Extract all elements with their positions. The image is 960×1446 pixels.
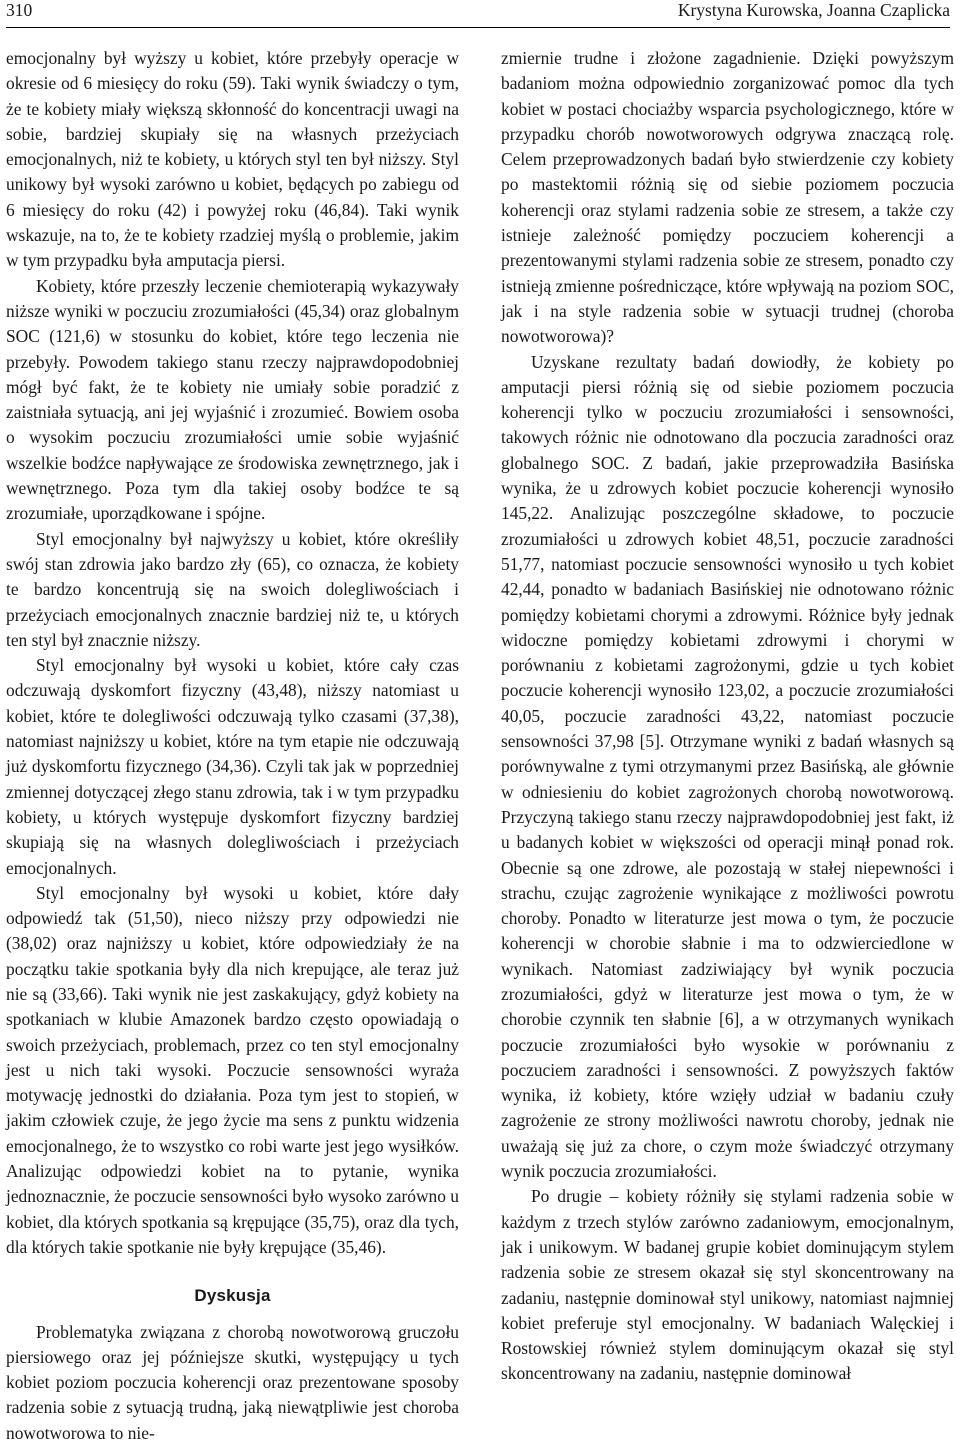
paragraph: Uzyskane rezultaty badań dowiodły, że kobiety po amputacji piersi różnią się od siebie poziomem poczucia koherencji tylko w poczuciu zrozumiałości i sensowności, takowych różnic nie odnotowano dla poczucia zaradności oraz globalnego SOC. Z badań, jakie przeprowadziła Basińska wynika, że u zdrowych kobiet poczucie koherencji wynosiło 145,22. Analizując poszczególne składowe, to poczucie zrozumiałości u zdrowych kobiet 48,51, poczucie zaradności 51,77, natomiast poczucie sensowności wynosiło u tych kobiet 42,44, ponadto w badaniach Basińskiej nie odnotowano różnic pomiędzy kobietami chorymi a zdrowymi. Różnice były jednak widoczne pomiędzy kobietami zdrowymi i chorymi w porównaniu z kobietami zagrożonymi, gdzie u tych kobiet poczucie koherencji wynosiło 123,02, a poczucie zrozumiałości 40,05, poczucie zaradności 43,22, natomiast poczucie sensowności 37,98 [5]. Otrzymane wyniki z badań własnych są porównywalne z tymi otrzymanymi przez Basińską, ale głównie w odniesieniu do kobiet zagrożonych chorobą nowotworową. Przyczyną takiego stanu rzeczy najprawdopodobniej jest fakt, iż u badanych kobiet w większości od operacji minął ponad rok. Obecnie są one zdrowe, ale pozostają w stałej niepewności i strachu, czując zagrożenie wynikające z możliwości powrotu choroby. Ponadto w literaturze jest mowa o tym, że poczucie koherencji w chorobie słabnie i ma to odzwierciedlone w wynikach. Natomiast zadziwiający był wynik poczucia zrozumiałości, gdyż w literaturze jest mowa o tym, że w chorobie czynnik ten słabnie [6], a w otrzymanych wynikach poczucie zrozumiałości było wysokie w porównaniu z poczuciem zaradności i sensowności. Z powyższych faktów wynika, iż kobiety, które wzięły udział w badaniu czuły zagrożenie ze strony możliwości nawrotu choroby, jednak nie uważają się już za chore, o czym może świadczyć otrzymany wynik poczucia zrozumiałości. — [501, 351, 954, 1182]
paragraph: Kobiety, które przeszły leczenie chemioterapią wykazywały niższe wyniki w poczuciu zrozumiałości (45,34) oraz globalnym SOC (121,6) w stosunku do kobiet, które tego leczenia nie przebyły. Powodem takiego stanu rzeczy najprawdopodobniej mógł być fakt, że te kobiety nie umiały sobie poradzić z zaistniała sytuacją, ani jej wyjaśnić i zrozumieć. Bowiem osoba o wysokim poczuciu zrozumiałości umie sobie wyjaśnić wszelkie bodźce napływające ze środowiska zewnętrznego, jak i wewnętrznego. Poza tym dla takiej osoby bodźce te są zrozumiałe, uporządkowane i spójne. — [6, 275, 459, 524]
left-column — [6, 46, 459, 1446]
running-head-authors: Krystyna Kurowska, Joanna Czaplicka — [677, 0, 950, 20]
paragraph: Styl emocjonalny był wysoki u kobiet, które dały odpowiedź tak (51,50), nieco niższy przy odpowiedzi nie (38,02) oraz najniższy u kobiet, które odpowiedziały że na początku takie spotkania były dla nich krepujące, ale teraz już nie są (33,66). Taki wynik nie jest zaskakujący, gdyż kobiety na spotkaniach w klubie Amazonek bardzo często opowiadają o swoich przeżyciach, problemach, przez co ten styl emocjonalny jest u nich taki wysoki. Poczucie sensowności wyraża motywację jednostki do działania. Poza tym jest to stopień, w jakim człowiek czuje, że jego życie ma sens z punktu widzenia emocjonalnego, że to wszystko co robi warte jest jego wysiłków. Analizując odpowiedzi kobiet na to pytanie, wynika jednoznacznie, że poczucie sensowności było wysoko zarówno u kobiet, dla których spotkania są krępujące (35,75), oraz dla tych, dla których takie spotkanie nie były krępujące (35,46). — [6, 882, 459, 1257]
paragraph: Po drugie – kobiety różniły się stylami radzenia sobie w każdym z trzech stylów zarówno zadaniowym, emocjonalnym, jak i unikowym. W badanej grupie kobiet dominującym stylem radzenia sobie ze stresem okazał się styl skoncentrowany na zadaniu, następnie dominował styl unikowy, natomiast najmniej kobiet preferuje styl emocjonalny. W badaniach Walęckiej i Rostowskiej również stylem dominującym okazał się styl skoncentrowany na zadaniu, następnie dominował — [501, 1186, 954, 1384]
paragraph: Styl emocjonalny był wysoki u kobiet, które cały czas odczuwają dyskomfort fizyczny (43,48), niższy natomiast u kobiet, które te dolegliwości odczuwają tylko czasami (37,38), natomiast najniższy u kobiet, które na tym etapie nie odczuwają już dyskomfortu fizycznego (34,36). Czyli tak jak w poprzedniej zmiennej dotyczącej złego stanu zdrowia, tak i w tym przypadku kobiety, u których występuje dyskomfort fizyczny bardziej skupiają się na własnych dolegliwościach i przeżyciach emocjonalnych. — [6, 655, 459, 878]
paragraph: zmiernie trudne i złożone zagadnienie. Dzięki powyższym badaniom można odpowiednio zorganizować pomoc dla tych kobiet w postaci chociażby wsparcia psychologicznego, które w przypadku chorób nowotworowych odgrywa znaczącą rolę. Celem przeprowadzonych badań było stwierdzenie czy kobiety po mastektomii różnią się od siebie poziomem poczucia koherencji oraz stylami radzenia sobie ze stresem, a także czy istnieje zależność pomiędzy poczuciem koherencji a prezentowanymi stylami radzenia sobie ze stresem, ponadto czy istnieją zmienne pośredniczące, które wpływają na poziom SOC, jak i na style radzenia sobie w sytuacji trudnej (choroba nowotworowa)? — [501, 48, 954, 347]
page-number: 310 — [6, 0, 33, 20]
running-header — [6, 0, 950, 30]
header-rule — [6, 27, 950, 28]
paragraph: Problematyka związana z chorobą nowotworową gruczołu piersiowego oraz jej późniejsze skutki, występujący u tych kobiet poziom poczucia koherencji oraz prezentowane sposoby radzenia sobie z sytuacją trudną, jaką niewątpliwie jest choroba nowotworowa to nie- — [6, 1321, 459, 1443]
paragraph: emocjonalny był wyższy u kobiet, które przebyły operacje w okresie od 6 miesięcy do roku (59). Taki wynik świadczy o tym, że te kobiety miały większą skłonność do koncentracji uwagi na sobie, bardziej skupiały się na własnych przeżyciach emocjonalnych, niż te kobiety, u których styl ten był niższy. Styl unikowy był wysoki zarówno u kobiet, będących po zabiegu od 6 miesięcy do roku (42) i powyżej roku (46,84). Taki wynik wskazuje, na to, że te kobiety rzadziej myślą o problemie, jakim w tym przypadku była amputacja piersi. — [6, 48, 459, 271]
paragraph: Styl emocjonalny był najwyższy u kobiet, które określiły swój stan zdrowia jako bardzo zły (65), co oznacza, że kobiety te bardzo koncentrują się na swoich dolegliwościach i przeżyciach emocjonalnych znacznie bardziej niż te, u których ten styl był znacznie niższy. — [6, 528, 459, 650]
right-column — [501, 46, 954, 1387]
section-heading: Dyskusja — [194, 1286, 271, 1306]
